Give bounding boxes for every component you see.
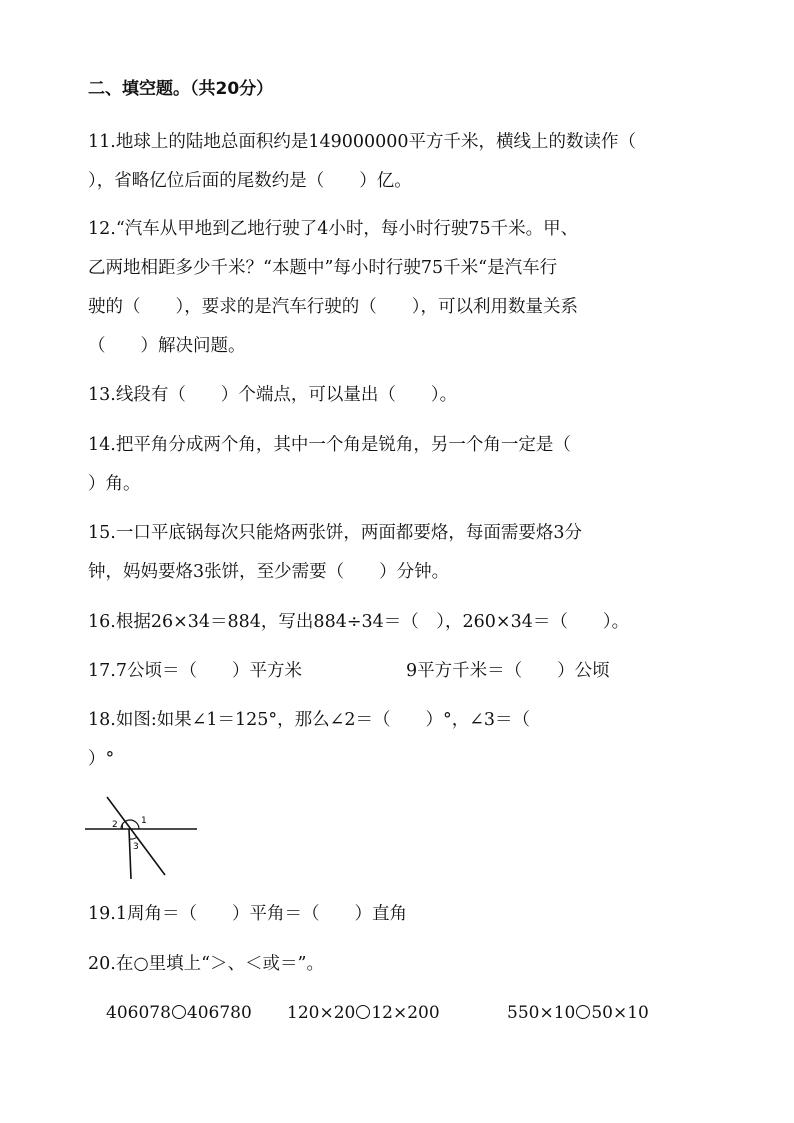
angle3-arc bbox=[130, 837, 137, 839]
q19-text: 19.1周角＝（ ）平角＝（ ）直角 bbox=[88, 904, 407, 924]
compare-right: 50×10 bbox=[591, 1003, 649, 1023]
q12-line4: （ ）解决问题。 bbox=[88, 336, 246, 356]
q17-line bbox=[88, 660, 706, 682]
q18-line1: 18.如图:如果∠1＝125°，那么∠2＝（ ）°，∠3＝（ bbox=[88, 710, 531, 730]
section-title: 二、填空题。（共20分） bbox=[88, 79, 274, 99]
q17-part1: 17.7公顷＝（ ）平方米 bbox=[88, 661, 302, 681]
compare-left: 120×20 bbox=[287, 1003, 356, 1023]
q12-line3: 驶的（ ），要求的是汽车行驶的（ ），可以利用数量关系 bbox=[88, 297, 578, 317]
angle-label-1: 1 bbox=[141, 816, 147, 826]
angle-label-3: 3 bbox=[133, 842, 139, 852]
q14-line2: ）角。 bbox=[88, 474, 141, 494]
q11-line1: 11.地球上的陆地总面积约是149000000平方千米，横线上的数读作（ bbox=[88, 132, 637, 152]
q16-text: 16.根据26×34＝884，写出884÷34＝（ ），260×34＝（ ）。 bbox=[88, 612, 630, 632]
q11-line2: ），省略亿位后面的尾数约是（ ）亿。 bbox=[88, 171, 412, 191]
q15-line1: 15.一口平底锅每次只能烙两张饼，两面都要烙，每面需要烙3分 bbox=[88, 523, 582, 543]
q14-line1: 14.把平角分成两个角，其中一个角是锐角，另一个角一定是（ bbox=[88, 435, 571, 455]
compare-left: 406078 bbox=[106, 1003, 171, 1023]
q18-line2: ）° bbox=[88, 749, 115, 769]
diagonal-line bbox=[107, 797, 165, 875]
compare-item-3 bbox=[507, 1003, 649, 1023]
q12-line2: 乙两地相距多少千米？“本题中”每小时行驶75千米“是汽车行 bbox=[88, 258, 558, 278]
answer-circle[interactable] bbox=[356, 1005, 370, 1019]
compare-left: 550×10 bbox=[507, 1003, 576, 1023]
q13-text: 13.线段有（ ）个端点，可以量出（ ）。 bbox=[88, 385, 458, 405]
q15-line2: 钟，妈妈要烙3张饼，至少需要（ ）分钟。 bbox=[88, 562, 450, 582]
vertical-line bbox=[129, 829, 131, 879]
angle-label-2: 2 bbox=[112, 820, 118, 830]
q12-line1: 12.“汽车从甲地到乙地行驶了4小时，每小时行驶75千米。甲、 bbox=[88, 219, 579, 239]
compare-item-2 bbox=[287, 1003, 440, 1023]
q17-part2: 9平方千米＝（ ）公顷 bbox=[406, 661, 610, 681]
compare-item-1 bbox=[106, 1003, 252, 1023]
answer-circle[interactable] bbox=[576, 1005, 590, 1019]
compare-right: 406780 bbox=[186, 1003, 252, 1023]
compare-right: 12×200 bbox=[371, 1003, 440, 1023]
angle-figure bbox=[85, 793, 205, 883]
answer-circle[interactable] bbox=[172, 1005, 186, 1019]
q20-prompt: 20.在○里填上“＞、＜或＝”。 bbox=[88, 954, 324, 974]
angle2-arc bbox=[122, 823, 123, 829]
